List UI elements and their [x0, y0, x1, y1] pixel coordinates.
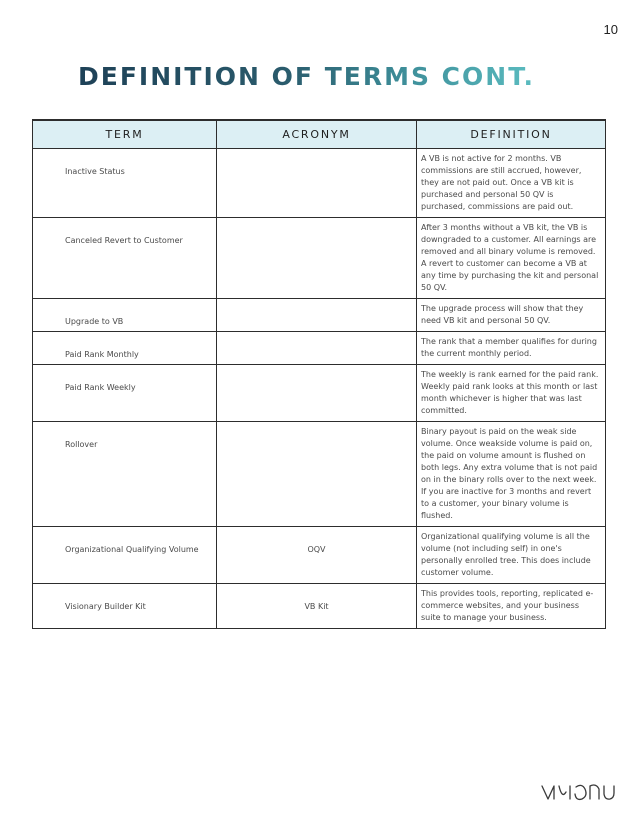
- header-term: TERM: [33, 120, 217, 149]
- table-header-row: [33, 120, 606, 149]
- acronym-cell: [217, 332, 417, 365]
- definition-cell: Organizational qualifying volume is all the volume (not including self) in one's personally enrolled tree. This does include customer volume.: [417, 527, 606, 584]
- definition-cell: This provides tools, reporting, replicated e-commerce websites, and your business suite to manage your business.: [417, 584, 606, 629]
- visionu-logo: [540, 781, 616, 808]
- term-cell: Inactive Status: [33, 149, 217, 218]
- table-row: [33, 584, 606, 629]
- header-acronym: ACRONYM: [217, 120, 417, 149]
- term-cell: Visionary Builder Kit: [33, 584, 217, 629]
- definition-cell: A VB is not active for 2 months. VB commissions are still accrued, however, they are not paid out. Once a VB kit is purchased and personal 50 QV is purchased, commissions are paid out.: [417, 149, 606, 218]
- terms-table: [32, 119, 606, 629]
- acronym-cell: [217, 365, 417, 422]
- definition-cell: The weekly is rank earned for the paid rank. Weekly paid rank looks at this month or last month whichever is higher that was last committed.: [417, 365, 606, 422]
- acronym-cell: [217, 299, 417, 332]
- header-definition: DEFINITION: [417, 120, 606, 149]
- table-row: [33, 149, 606, 218]
- visionu-logo-mark: [540, 781, 616, 803]
- table-row: [33, 218, 606, 299]
- acronym-cell: VB Kit: [217, 584, 417, 629]
- term-cell: Paid Rank Monthly: [33, 332, 217, 365]
- acronym-cell: [217, 149, 417, 218]
- definition-cell: The upgrade process will show that they need VB kit and personal 50 QV.: [417, 299, 606, 332]
- definition-cell: The rank that a member qualifies for during the current monthly period.: [417, 332, 606, 365]
- page-title: DEFINITION OF TERMS CONT.: [78, 62, 535, 91]
- acronym-cell: [217, 422, 417, 527]
- term-cell: Organizational Qualifying Volume: [33, 527, 217, 584]
- page-number: 10: [603, 22, 618, 37]
- table-row: [33, 332, 606, 365]
- definition-cell: Binary payout is paid on the weak side volume. Once weakside volume is paid on, the paid on volume amount is flushed on both legs. Any extra volume that is not paid on in the binary rolls over to the next week. If you are inactive for 3 months and revert to a customer, your binary volume is flushed.: [417, 422, 606, 527]
- term-cell: Canceled Revert to Customer: [33, 218, 217, 299]
- term-cell: Paid Rank Weekly: [33, 365, 217, 422]
- acronym-cell: [217, 218, 417, 299]
- term-cell: Upgrade to VB: [33, 299, 217, 332]
- table-row: [33, 299, 606, 332]
- table-row: [33, 527, 606, 584]
- table-row: [33, 422, 606, 527]
- term-cell: Rollover: [33, 422, 217, 527]
- acronym-cell: OQV: [217, 527, 417, 584]
- table-row: [33, 365, 606, 422]
- definition-cell: After 3 months without a VB kit, the VB is downgraded to a customer. All earnings are removed and all binary volume is removed. A revert to customer can become a VB at any time by purchasing the kit and personal 50 QV.: [417, 218, 606, 299]
